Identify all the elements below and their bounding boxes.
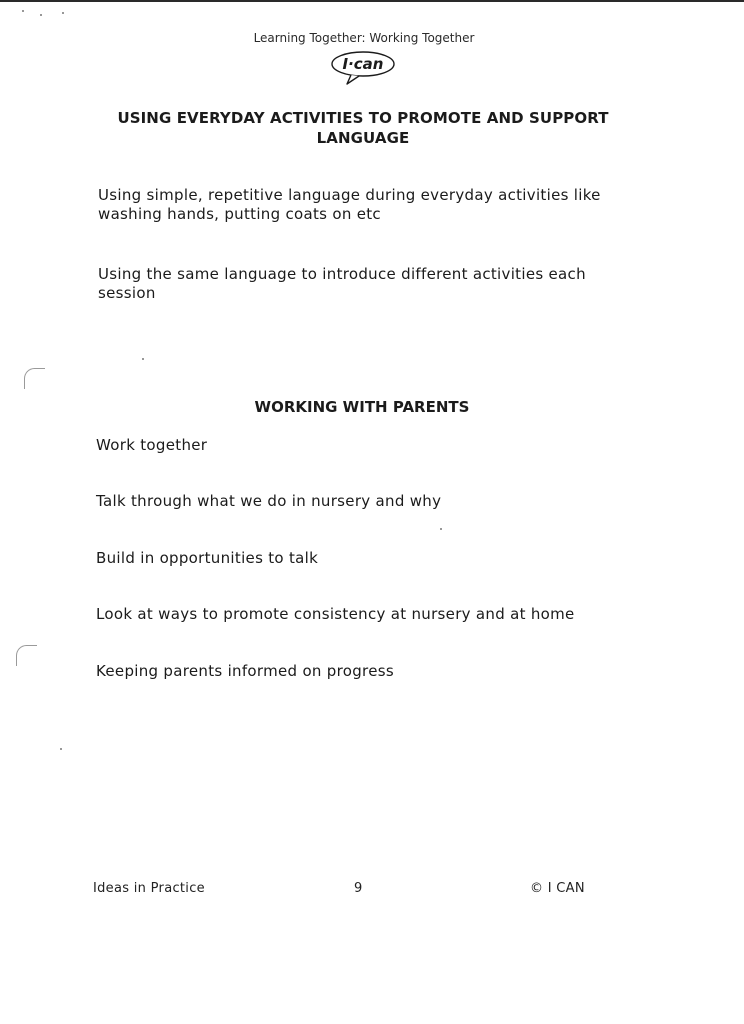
- logo-text: I·can: [342, 55, 384, 73]
- paragraph-everyday-1: Using simple, repetitive language during everyday activities like washing hands, putting coats on etc: [98, 186, 601, 223]
- punch-hole-mark: [24, 368, 45, 389]
- scan-speck: [62, 12, 64, 14]
- scan-speck: [142, 358, 144, 360]
- parents-item: Keeping parents informed on progress: [96, 662, 394, 680]
- footer-copyright: © I CAN: [530, 881, 585, 896]
- ican-logo: [329, 50, 399, 86]
- parents-item: Build in opportunities to talk: [96, 549, 319, 567]
- scan-speck: [440, 528, 442, 530]
- scan-speck: [22, 10, 24, 12]
- footer-left: Ideas in Practice: [93, 881, 205, 896]
- parents-item: Talk through what we do in nursery and why: [96, 492, 442, 510]
- page-top-edge: [0, 0, 744, 2]
- parents-item: Look at ways to promote consistency at nursery and at home: [96, 605, 575, 623]
- paragraph-everyday-2: Using the same language to introduce different activities each session: [98, 265, 586, 302]
- section-heading-parents: WORKING WITH PARENTS: [254, 398, 470, 416]
- punch-hole-mark: [16, 645, 37, 666]
- footer-page-number: 9: [354, 881, 363, 896]
- running-header: Learning Together: Working Together: [253, 31, 475, 45]
- ican-logo-icon: [329, 50, 399, 86]
- scan-speck: [60, 748, 62, 750]
- scan-speck: [40, 14, 42, 16]
- section-heading-everyday: USING EVERYDAY ACTIVITIES TO PROMOTE AND SUPPORT LANGUAGE: [117, 109, 609, 147]
- parents-item: Work together: [96, 436, 208, 454]
